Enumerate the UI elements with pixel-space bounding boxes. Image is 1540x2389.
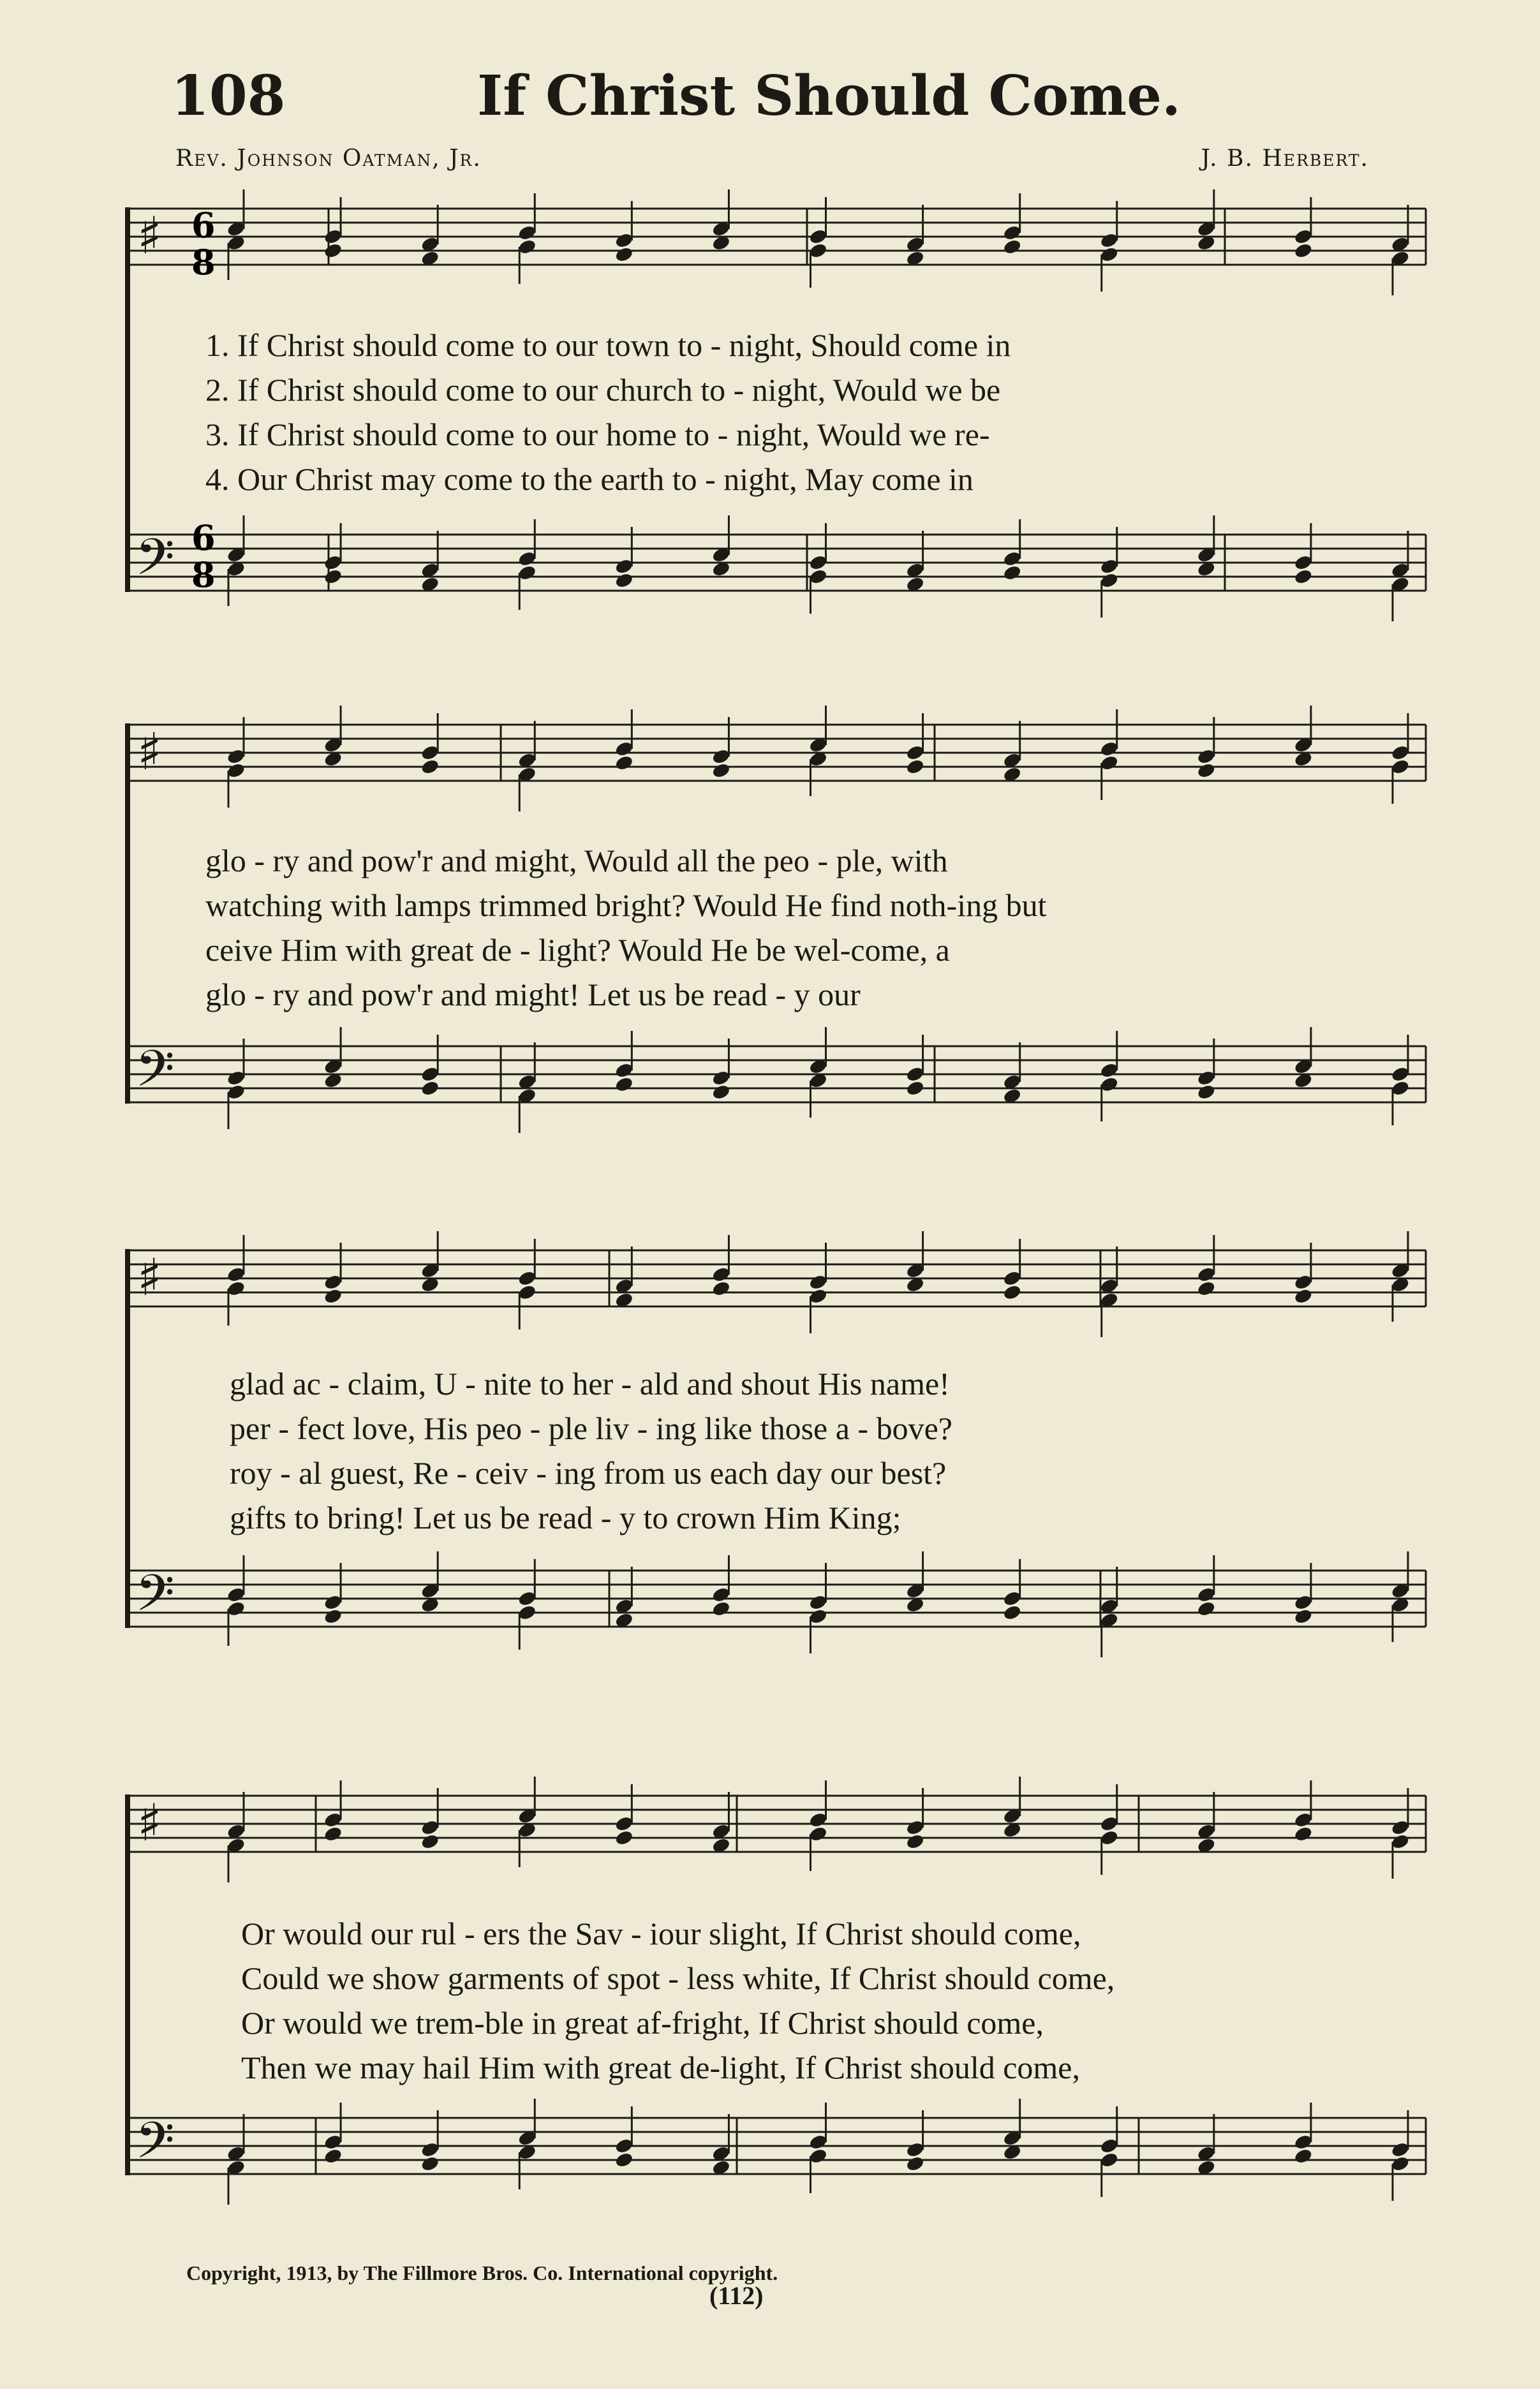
note-head [1293, 2147, 1313, 2164]
time-signature-top-bass: 6 [191, 517, 216, 558]
note-head [323, 1608, 343, 1625]
lyric-line: roy - al guest, Re - ceiv - ing from us each day our best? [230, 1455, 947, 1491]
note-head [711, 1600, 731, 1617]
lyric-line: Or would our rul - ers the Sav - iour slight, If Christ should come, [241, 1916, 1081, 1951]
lyric-line: 3. If Christ should come to our home to - night, Would we re- [205, 417, 990, 452]
note-head [323, 2147, 343, 2164]
bass-clef-icon: 𝄢 [135, 2111, 175, 2182]
note-head [1293, 1825, 1313, 1842]
note-head [614, 754, 634, 771]
note-head [905, 2155, 925, 2172]
hymn-title: If Christ Should Come. [477, 64, 1181, 128]
bass-clef-icon: 𝄢 [135, 1564, 175, 1635]
note-head [905, 1079, 925, 1097]
note-head [1293, 1287, 1313, 1305]
note-head [711, 1083, 731, 1100]
note-head [1293, 242, 1313, 259]
lyric-line: glo - ry and pow'r and might! Let us be read - y our [205, 977, 861, 1012]
note-head [420, 2155, 440, 2172]
staff-lines [128, 207, 1426, 2175]
composer-credit: J. B. Herbert. [1201, 145, 1369, 172]
bass-clef-icon: 𝄢 [135, 1039, 175, 1111]
note-head [1002, 1283, 1022, 1301]
treble-clef-icon: ♯ [137, 722, 162, 781]
author-credit: Rev. Johnson Oatman, Jr. [175, 145, 482, 172]
hymn-number: 108 [171, 64, 286, 128]
page-number: (112) [709, 2281, 764, 2310]
note-head [1196, 762, 1216, 779]
note-head [1293, 568, 1313, 585]
note-head [614, 1076, 634, 1093]
note-head [323, 1825, 343, 1842]
note-head [905, 1833, 925, 1850]
note-head [614, 246, 634, 263]
lyric-line: per - fect love, His peo - ple liv - ing like those a - bove? [230, 1410, 952, 1446]
time-signature-bottom-bass: 8 [191, 554, 216, 595]
note-head [1196, 1083, 1216, 1100]
note-head [614, 1829, 634, 1846]
note-head [323, 242, 343, 259]
bass-clef-icon: 𝄢 [135, 528, 175, 599]
treble-clef-icon: ♯ [137, 1793, 162, 1853]
note-head [905, 758, 925, 775]
note-head [323, 568, 343, 585]
note-head [1196, 1600, 1216, 1617]
lyric-line: glad ac - claim, U - nite to her - ald and shout His name! [230, 1366, 950, 1402]
note-head [420, 1833, 440, 1850]
lyric-line: Then we may hail Him with great de-light, If Christ should come, [241, 2050, 1080, 2085]
note-head [1293, 1608, 1313, 1625]
note-head [420, 1079, 440, 1097]
lyric-line: 4. Our Christ may come to the earth to - night, May come in [205, 461, 974, 497]
lyric-line: Or would we trem-ble in great af-fright, If Christ should come, [241, 2005, 1044, 2041]
time-signature-top: 6 [191, 205, 216, 246]
lyric-line: glo - ry and pow'r and might, Would all the peo - ple, with [205, 843, 948, 878]
note-head [1002, 564, 1022, 581]
note-head [711, 762, 731, 779]
lyric-line: 2. If Christ should come to our church to - night, Would we be [205, 372, 1001, 408]
note-head [1196, 1280, 1216, 1297]
lyric-line: ceive Him with great de - light? Would He be wel-come, a [205, 932, 950, 968]
lyric-line: gifts to bring! Let us be read - y to crown Him King; [230, 1500, 901, 1535]
note-head [420, 758, 440, 775]
note-head [323, 1287, 343, 1305]
music-symbols [135, 205, 216, 2182]
treble-clef-icon: ♯ [137, 1248, 162, 1307]
copyright-notice: Copyright, 1913, by The Fillmore Bros. Co. International copyright. [186, 2261, 778, 2284]
time-signature-bottom: 8 [191, 242, 216, 283]
treble-clef-icon: ♯ [137, 206, 162, 265]
lyric-line: Could we show garments of spot - less white, If Christ should come, [241, 1960, 1115, 1996]
note-head [1002, 1604, 1022, 1621]
note-head [1002, 238, 1022, 255]
lyric-line: watching with lamps trimmed bright? Would He find noth-ing but [205, 887, 1047, 923]
note-head [711, 1280, 731, 1297]
lyric-line: 1. If Christ should come to our town to - night, Should come in [205, 327, 1011, 363]
note-head [614, 572, 634, 589]
note-head [614, 2151, 634, 2168]
